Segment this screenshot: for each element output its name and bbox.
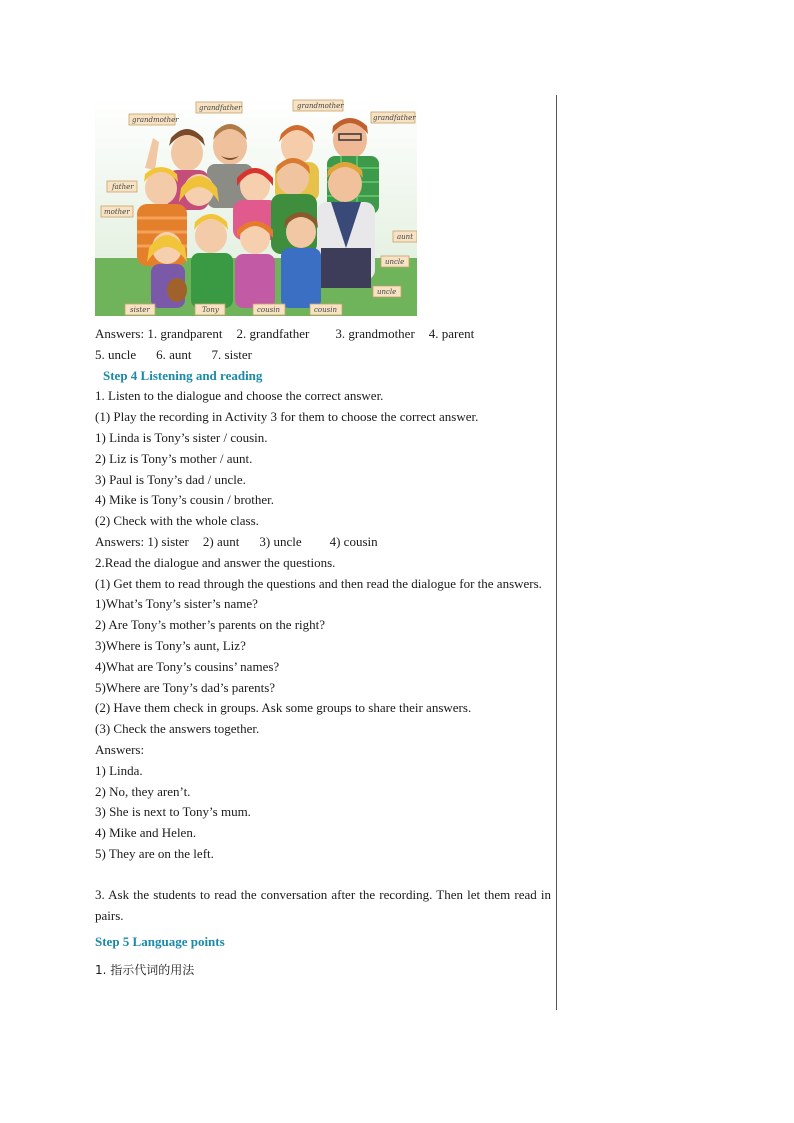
step4-item-4: 4) Mike is Tony’s cousin / brother. [95,492,275,508]
answer-4: 4. parent [428,326,475,341]
label-father: father [112,183,134,191]
step4-answer-1: Answers: 1) sister [95,533,189,549]
label-uncle-1: uncle [385,258,405,266]
step4-answer-item-5: 5) They are on the left. [95,845,214,861]
step4-answer-item-3: 3) She is next to Tony’s mum. [95,804,251,820]
step4-question-1: 1)What’s Tony’s sister’s name? [95,596,258,612]
step4-question-5: 5)Where are Tony’s dad’s parents? [95,679,276,695]
cousin-girl-figure [235,221,275,308]
step4-answers-label: Answers: [95,741,145,757]
step4-task2-sub2: (2) Have them check in groups. Ask some groups to share their answers. [95,700,472,716]
step4-answer-item-1: 1) Linda. [95,762,143,778]
step4-answer-2: 2) aunt [202,533,240,549]
step4-item-3: 3) Paul is Tony’s dad / uncle. [95,471,246,487]
label-mother: mother [104,208,130,216]
step4-question-3: 3)Where is Tony’s aunt, Liz? [95,637,246,653]
step4-task1-sub1: (1) Play the recording in Activity 3 for them to choose the correct answer. [95,409,479,425]
step4-task1: 1. Listen to the dialogue and choose the correct answer. [95,388,384,404]
page-content [95,98,551,981]
answer-6: 6. aunt [156,346,192,362]
step5-point-1: 1. 指示代词的用法 [95,963,195,978]
label-grandfather-right: grandfather [373,114,416,122]
label-cousin-1: cousin [257,306,280,314]
tony-figure [191,214,233,308]
step4-question-4: 4)What are Tony’s cousins’ names? [95,658,280,674]
step4-heading: Step 4 Listening and reading [103,367,263,383]
step4-answer-3: 3) uncle [259,533,302,549]
step4-item-2: 2) Liz is Tony’s mother / aunt. [95,450,253,466]
answer-2: 2. grandfather [236,326,310,341]
label-grandfather-left: grandfather [199,104,242,112]
answer-1: Answers: 1. grandparent [95,326,223,341]
answers-line-2 [95,345,551,366]
label-grandmother-left: grandmother [132,116,179,124]
step4-answers [95,532,551,553]
step4-answer-item-4: 4) Mike and Helen. [95,825,197,841]
label-cousin-2: cousin [314,306,337,314]
label-grandmother-right: grandmother [297,102,344,110]
margin-rule [556,95,557,1010]
answer-5: 5. uncle [95,346,137,362]
step4-answer-4: 4) cousin [329,533,378,549]
cousin-boy-figure [281,212,321,308]
sister-figure [147,232,187,308]
label-uncle-2: uncle [377,288,397,296]
step4-question-2: 2) Are Tony’s mother’s parents on the right? [95,617,326,633]
label-sister: sister [130,306,150,314]
step4-task1-sub2: (2) Check with the whole class. [95,513,259,529]
family-tree-illustration [95,98,417,316]
answer-3: 3. grandmother [335,326,415,341]
step4-task3: 3. Ask the students to read the conversation after the recording. Then let them read in pairs. [95,886,551,923]
step4-task2-sub1: (1) Get them to read through the questions and then read the dialogue for the answers. [95,575,542,591]
step4-answer-item-2: 2) No, they aren’t. [95,783,191,799]
step4-task2: 2.Read the dialogue and answer the questions. [95,554,336,570]
label-tony: Tony [202,306,219,314]
answer-7: 7. sister [211,346,252,362]
step4-item-1: 1) Linda is Tony’s sister / cousin. [95,429,268,445]
step5-heading: Step 5 Language points [95,934,225,950]
step4-task2-sub3: (3) Check the answers together. [95,721,260,737]
spacer [95,865,551,885]
answers-line-1 [95,324,551,345]
label-aunt: aunt [397,233,414,241]
